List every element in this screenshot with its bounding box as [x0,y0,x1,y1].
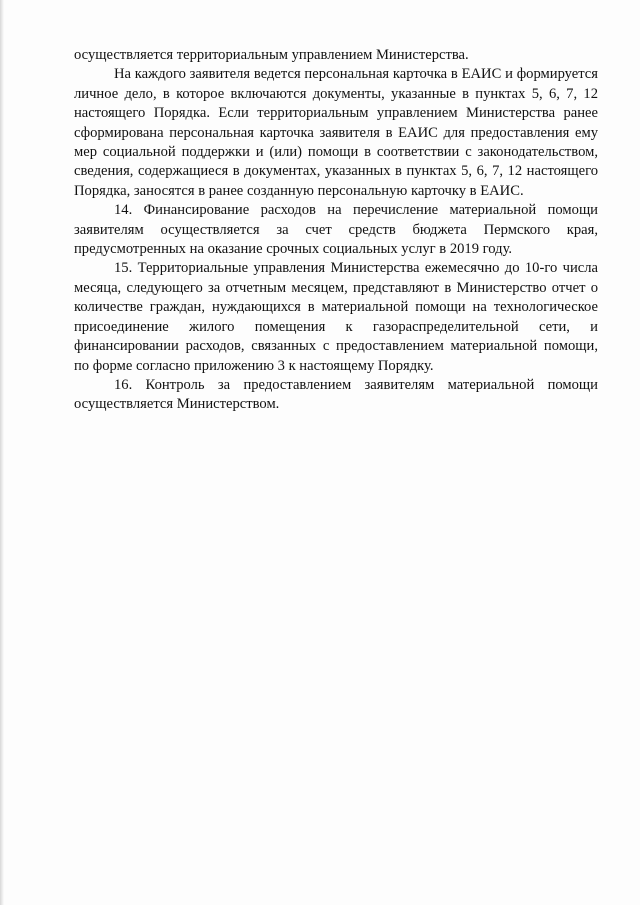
paragraph-16-control: 16. Контроль за предоставлением заявителям материальной помощи осуществляется Министерством. [74,376,598,413]
document-body [74,46,598,415]
paragraph-15-reporting: 15. Территориальные управления Министерства ежемесячно до 10-го числа месяца, следующего за отчетным месяцем, представляют в Министерство отчет о количестве граждан, нуждающихся в материальной помощи на технологическое присоединение жилого помещения к газораспределительной сети, и финансировании расходов, связанных с предоставлением материальной помощи, по форме согласно приложению 3 к настоящему Порядку. [74,260,598,374]
paragraph-personal-card: На каждого заявителя ведется персональная карточка в ЕАИС и формируется личное дело, в которое включаются документы, указанные в пунктах 5, 6, 7, 12 настоящего Порядка. Если территориальным управлением Министерства ранее сформирована персональная карточка заявителя в ЕАИС для предоставления ему мер социальной поддержки и (или) помощи в соответствии с законодательством, сведения, содержащиеся в документах, указанных в пунктах 5, 6, 7, 12 настоящего Порядка, заносятся в ранее созданную персональную карточку в ЕАИС. [74,66,598,199]
paragraph-14-financing: 14. Финансирование расходов на перечисление материальной помощи заявителям осуществляется за счет средств бюджета Пермского края, предусмотренных на оказание срочных социальных услуг в 2019 году. [74,202,598,258]
paragraph-continuation: осуществляется территориальным управлением Министерства. [74,47,469,63]
scan-edge [0,0,4,905]
